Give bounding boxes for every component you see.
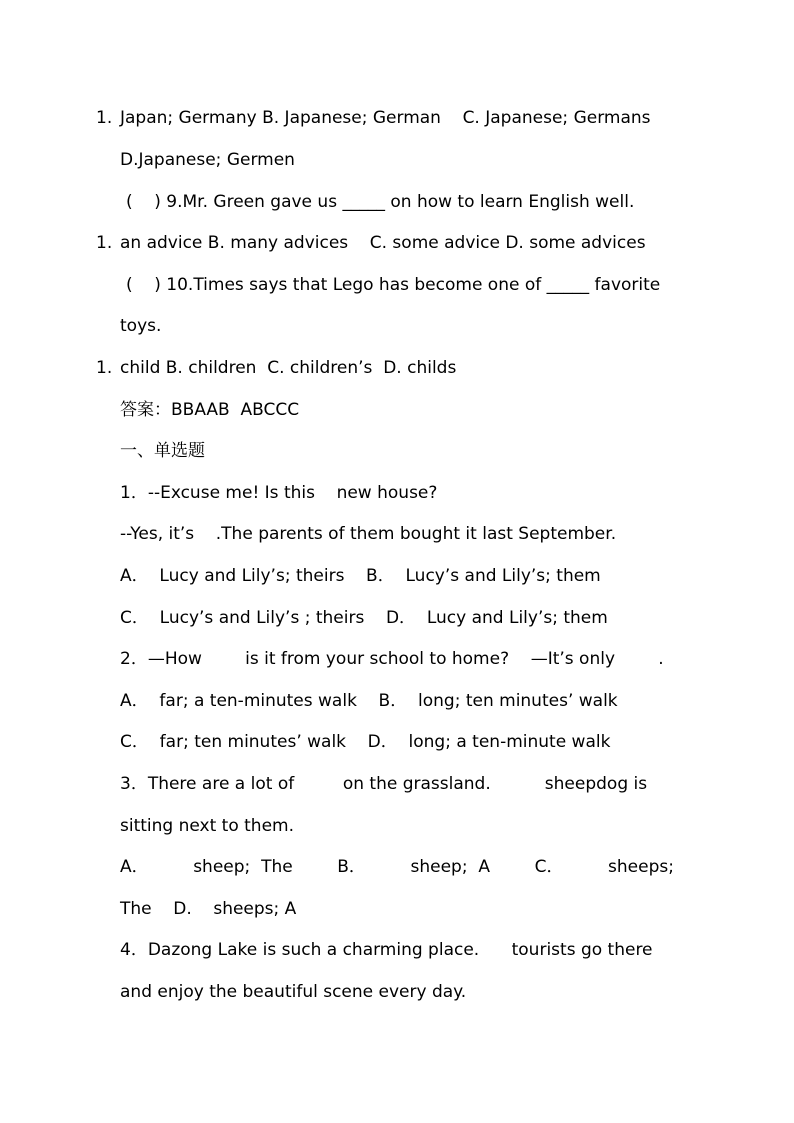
question-line: and enjoy the beautiful scene every day.	[120, 982, 467, 1002]
option-label: A．	[120, 857, 149, 877]
option-line: child B. children C. children’s D. childs	[120, 358, 457, 378]
option-line: Japan; Germany B. Japanese; German C. Japanese; Germans	[120, 108, 651, 128]
option-line: an advice B. many advices C. some advice D. some advices	[120, 233, 646, 253]
option-text: sheeps;	[608, 857, 674, 877]
option-line: C． Lucy’s and Lily’s ; theirs D． Lucy and Lily’s; them	[120, 608, 608, 628]
question-line: 1．--Excuse me! Is this new house?	[120, 483, 438, 503]
list-number: 1.	[96, 358, 113, 378]
question-line: toys.	[120, 316, 162, 336]
option-label: B．	[337, 857, 366, 877]
question-line: sitting next to them.	[120, 816, 295, 836]
option-line: A． far; a ten-minutes walk B． long; ten minutes’ walk	[120, 691, 618, 711]
option-line: C． far; ten minutes’ walk D． long; a ten-minute walk	[120, 732, 611, 752]
question-line: ( ) 10.Times says that Lego has become one of _____ favorite	[126, 275, 661, 295]
option-label: C．	[534, 857, 564, 877]
question-line: ( ) 9.Mr. Green gave us _____ on how to learn English well.	[126, 192, 635, 212]
option-line	[120, 856, 674, 878]
question-line: --Yes, it’s .The parents of them bought it last September.	[120, 524, 617, 544]
option-text: sheep; The	[193, 857, 293, 877]
answer-line: 答案：BBAAB ABCCC	[120, 400, 300, 420]
question-line: 3．There are a lot of on the grassland. sheepdog is	[120, 774, 648, 794]
option-line: The D. sheeps; A	[120, 899, 297, 919]
list-number: 1.	[96, 233, 113, 253]
option-text: sheep; A	[410, 857, 491, 877]
option-line: A． Lucy and Lily’s; theirs B． Lucy’s and Lily’s; them	[120, 566, 601, 586]
list-number: 1.	[96, 108, 113, 128]
question-line: 2．—How is it from your school to home? —It’s only .	[120, 649, 664, 669]
section-heading: 一、单选题	[120, 441, 205, 461]
question-line: 4．Dazong Lake is such a charming place. tourists go there	[120, 940, 653, 960]
option-line: D.Japanese; Germen	[120, 150, 295, 170]
